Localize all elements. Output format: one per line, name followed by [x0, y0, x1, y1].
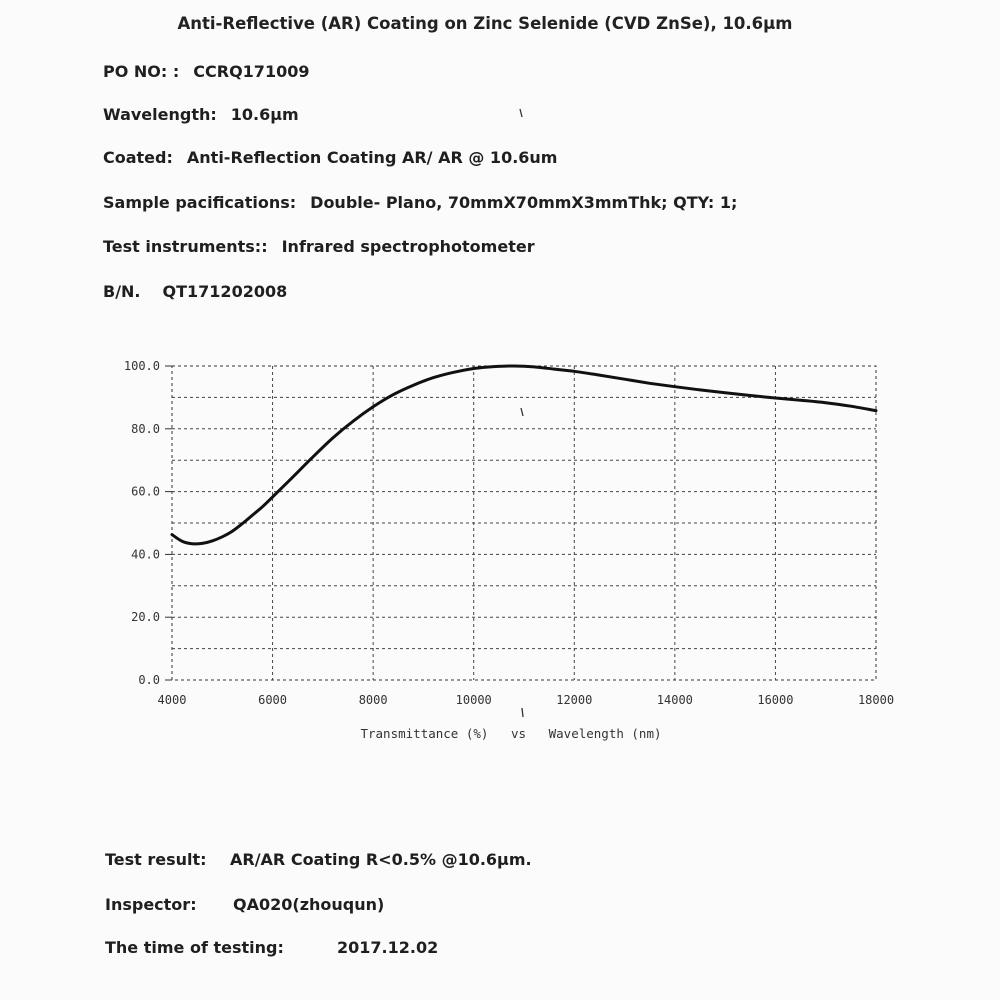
wavelength-value: 10.6μm: [230, 105, 299, 124]
sample-spec-label: Sample pacifications:: [103, 193, 297, 212]
test-result-label: Test result:: [105, 850, 207, 869]
testing-time-field: [105, 938, 439, 957]
y-tick-label: 0.0: [138, 673, 160, 687]
x-axis-title: Transmittance (%) vs Wavelength (nm): [360, 726, 662, 741]
y-tick-label: 80.0: [131, 421, 160, 436]
scan-mark: [521, 408, 523, 416]
batch-number-label: B/N.: [103, 282, 141, 301]
y-tick-label: 20.0: [131, 610, 160, 625]
y-tick-label: 40.0: [131, 547, 160, 562]
chart-ticks: [124, 359, 894, 707]
report-title: Anti-Reflective (AR) Coating on Zinc Selenide (CVD ZnSe), 10.6μm: [177, 14, 793, 33]
plot-frame: [172, 366, 876, 680]
x-tick-label: 6000: [258, 693, 288, 707]
x-tick-label: 12000: [556, 693, 593, 707]
sample-spec-value: Double- Plano, 70mmX70mmX3mmThk; QTY: 1;: [310, 193, 738, 212]
x-tick-label: 8000: [358, 693, 388, 707]
test-result-field: [105, 850, 532, 869]
wavelength-label: Wavelength:: [103, 105, 217, 124]
inspector-value: QA020(zhouqun): [233, 895, 385, 914]
inspector-label: Inspector:: [105, 895, 197, 914]
x-tick-label: 14000: [656, 693, 693, 707]
instrument-label: Test instruments::: [103, 237, 268, 256]
scan-mark: [522, 708, 523, 717]
x-tick-label: 18000: [857, 693, 895, 707]
x-tick-label: 10000: [455, 693, 492, 707]
po-number-label: PO NO: :: [103, 62, 180, 81]
x-tick-label: 16000: [757, 693, 794, 707]
y-tick-label: 100.0: [123, 359, 160, 373]
scan-mark: [520, 109, 522, 117]
coated-label: Coated:: [103, 148, 173, 167]
testing-time-label: The time of testing:: [105, 938, 284, 957]
batch-number-value: QT171202008: [162, 282, 288, 301]
coated-value: Anti-Reflection Coating AR/ AR @ 10.6um: [186, 148, 558, 167]
y-tick-label: 60.0: [131, 484, 160, 499]
chart-grid: [172, 366, 876, 680]
x-tick-label: 4000: [157, 693, 187, 707]
po-number-value: CCRQ171009: [193, 62, 310, 81]
inspector-field: [105, 895, 385, 914]
test-result-value: AR/AR Coating R<0.5% @10.6μm.: [230, 850, 532, 869]
transmittance-series-line: [172, 366, 876, 544]
testing-time-value: 2017.12.02: [337, 938, 439, 957]
instrument-value: Infrared spectrophotometer: [281, 237, 535, 256]
